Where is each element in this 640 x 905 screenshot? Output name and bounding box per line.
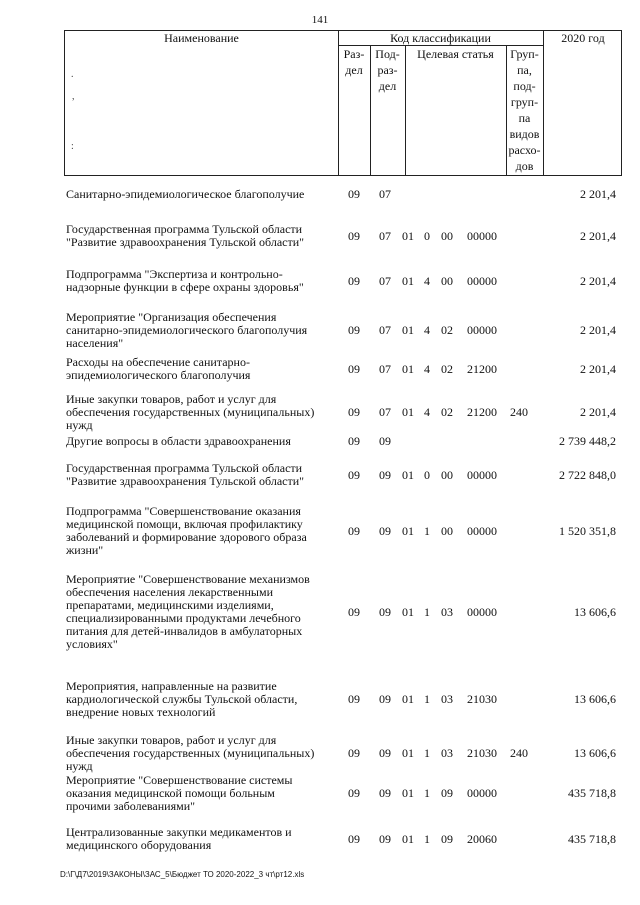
row-code-c1: 01 (402, 832, 414, 846)
row-code-c1: 01 (402, 405, 414, 419)
row-name: Иные закупки товаров, работ и услуг для обеспечения государственных (муниципальных) нужд (66, 392, 315, 432)
row-code-c4: 21200 (467, 362, 497, 376)
row-code-c1: 01 (402, 524, 414, 538)
row-code-c2: 1 (424, 746, 430, 760)
header-code: Код классификации (390, 31, 491, 45)
row-code-razdel: 09 (348, 524, 360, 538)
row-code-razdel: 09 (348, 434, 360, 448)
row-code-podrazdel: 09 (379, 746, 391, 760)
row-code-podrazdel: 09 (379, 605, 391, 619)
row-amount: 2 201,4 (580, 323, 616, 337)
row-code-podrazdel: 07 (379, 323, 391, 337)
row-amount: 2 722 848,0 (559, 468, 616, 482)
row-code-c2: 4 (424, 362, 430, 376)
row-code-c2: 0 (424, 468, 430, 482)
row-amount: 2 739 448,2 (559, 434, 616, 448)
row-name: Мероприятие "Совершенствование механизмов обеспечения населения лекарственными препаратами, медицинскими изделиями, специализированными продуктами лечебного питания для детей-инвалидов в амбулаторных условиях" (66, 572, 310, 651)
row-name: Государственная программа Тульской области "Развитие здравоохранения Тульской области" (66, 222, 305, 249)
row-code-c3: 00 (441, 229, 453, 243)
row-code-c3: 00 (441, 524, 453, 538)
row-name: Подпрограмма "Экспертиза и контрольно- надзорные функции в сфере охраны здоровья" (66, 267, 304, 294)
row-code-c2: 1 (424, 692, 430, 706)
row-code-c2: 4 (424, 323, 430, 337)
row-amount: 2 201,4 (580, 405, 616, 419)
footer-file-path: D:\Г\Д7\2019\ЗАКОНЫ\ЗАС_5\Бюджет ТО 2020-2022_3 чт\рт12.xls (60, 870, 305, 879)
row-name: Централизованные закупки медикаментов и медицинского оборудования (66, 825, 292, 852)
row-code-c4: 00000 (467, 323, 497, 337)
row-code-razdel: 09 (348, 832, 360, 846)
header-group: Груп- па, под- груп- па видов расхо- дов (508, 47, 541, 173)
row-code-razdel: 09 (348, 468, 360, 482)
row-code-razdel: 09 (348, 605, 360, 619)
row-code-c3: 03 (441, 605, 453, 619)
row-name: Другие вопросы в области здравоохранения (66, 434, 291, 448)
row-amount: 2 201,4 (580, 229, 616, 243)
row-code-c4: 00000 (467, 468, 497, 482)
row-code-c1: 01 (402, 692, 414, 706)
scan-mark: , (72, 91, 75, 102)
row-amount: 13 606,6 (574, 692, 616, 706)
row-code-podrazdel: 07 (379, 229, 391, 243)
row-code-c4: 21030 (467, 746, 497, 760)
row-code-c4: 00000 (467, 605, 497, 619)
row-name: Мероприятия, направленные на развитие кардиологической службы Тульской области, внедрение новых технологий (66, 679, 298, 719)
row-code-c4: 00000 (467, 524, 497, 538)
row-code-c1: 01 (402, 274, 414, 288)
row-code-c1: 01 (402, 362, 414, 376)
row-code-podrazdel: 07 (379, 362, 391, 376)
row-code-podrazdel: 09 (379, 434, 391, 448)
row-code-razdel: 09 (348, 323, 360, 337)
row-code-c2: 1 (424, 832, 430, 846)
row-name: Подпрограмма "Совершенствование оказания медицинской помощи, включая профилактику заболеваний и формирование здорового образа жизни" (66, 504, 307, 557)
row-code-c2: 0 (424, 229, 430, 243)
row-code-podrazdel: 09 (379, 692, 391, 706)
row-code-c4: 20060 (467, 832, 497, 846)
row-code-c4: 21030 (467, 692, 497, 706)
row-code-vid: 240 (510, 405, 528, 419)
row-code-podrazdel: 07 (379, 274, 391, 288)
row-name: Иные закупки товаров, работ и услуг для обеспечения государственных (муниципальных) нужд (66, 733, 315, 773)
row-code-c4: 00000 (467, 786, 497, 800)
row-name: Государственная программа Тульской области "Развитие здравоохранения Тульской области" (66, 461, 305, 488)
row-amount: 2 201,4 (580, 274, 616, 288)
row-amount: 435 718,8 (568, 786, 616, 800)
header-subsection: Под- раз- дел (375, 47, 400, 93)
row-code-c1: 01 (402, 323, 414, 337)
row-code-c1: 01 (402, 786, 414, 800)
row-code-podrazdel: 09 (379, 832, 391, 846)
header-section: Раз- дел (343, 47, 365, 77)
scan-mark: : (71, 141, 74, 152)
row-code-c3: 09 (441, 832, 453, 846)
row-code-vid: 240 (510, 746, 528, 760)
row-name: Расходы на обеспечение санитарно- эпидемиологического благополучия (66, 355, 251, 382)
row-code-podrazdel: 09 (379, 786, 391, 800)
row-code-razdel: 09 (348, 229, 360, 243)
row-code-c3: 02 (441, 362, 453, 376)
row-code-c3: 02 (441, 323, 453, 337)
row-code-razdel: 09 (348, 692, 360, 706)
row-code-c3: 03 (441, 746, 453, 760)
row-name: Мероприятие "Совершенствование системы оказания медицинской помощи больным прочими заболеваниями" (66, 773, 293, 813)
row-code-c3: 09 (441, 786, 453, 800)
row-code-c4: 21200 (467, 405, 497, 419)
header-year: 2020 год (561, 31, 605, 45)
row-code-podrazdel: 09 (379, 468, 391, 482)
scan-mark: . (71, 69, 74, 80)
row-code-c2: 1 (424, 605, 430, 619)
row-amount: 2 201,4 (580, 187, 616, 201)
row-code-c3: 02 (441, 405, 453, 419)
row-code-c2: 1 (424, 524, 430, 538)
row-code-podrazdel: 07 (379, 405, 391, 419)
row-code-c1: 01 (402, 605, 414, 619)
row-code-razdel: 09 (348, 786, 360, 800)
table-header (64, 30, 622, 176)
row-code-c3: 00 (441, 274, 453, 288)
row-name: Мероприятие "Организация обеспечения санитарно-эпидемиологического благополучия населения" (66, 310, 308, 350)
row-amount: 13 606,6 (574, 746, 616, 760)
row-amount: 1 520 351,8 (559, 524, 616, 538)
row-code-razdel: 09 (348, 274, 360, 288)
row-code-c4: 00000 (467, 274, 497, 288)
row-code-razdel: 09 (348, 187, 360, 201)
row-amount: 435 718,8 (568, 832, 616, 846)
page-number: 141 (311, 14, 329, 26)
row-amount: 13 606,6 (574, 605, 616, 619)
row-amount: 2 201,4 (580, 362, 616, 376)
row-code-razdel: 09 (348, 362, 360, 376)
row-code-c2: 1 (424, 786, 430, 800)
row-code-c2: 4 (424, 274, 430, 288)
row-code-c3: 03 (441, 692, 453, 706)
row-code-c1: 01 (402, 229, 414, 243)
row-code-c1: 01 (402, 746, 414, 760)
row-code-c4: 00000 (467, 229, 497, 243)
row-code-podrazdel: 09 (379, 524, 391, 538)
row-code-c1: 01 (402, 468, 414, 482)
header-article: Целевая статья (417, 47, 494, 61)
row-code-c3: 00 (441, 468, 453, 482)
header-name: Наименование (164, 31, 239, 45)
row-code-c2: 4 (424, 405, 430, 419)
row-code-razdel: 09 (348, 405, 360, 419)
row-code-razdel: 09 (348, 746, 360, 760)
row-code-podrazdel: 07 (379, 187, 391, 201)
row-name: Санитарно-эпидемиологическое благополучие (66, 187, 305, 201)
